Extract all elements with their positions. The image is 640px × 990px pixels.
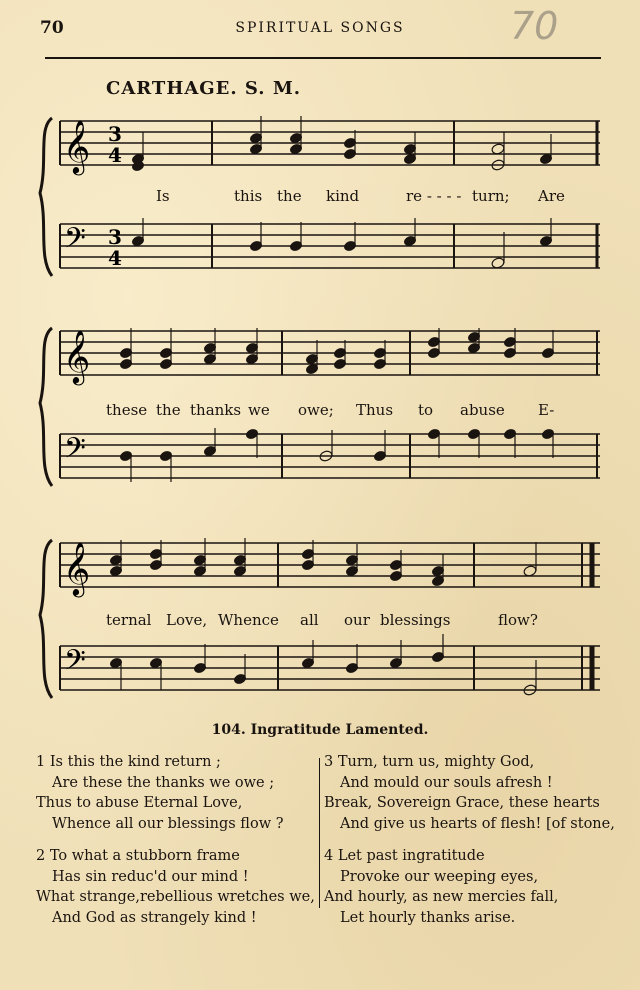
pencil-annotation: 70 <box>510 4 559 48</box>
lyrics-line-1 <box>30 108 615 273</box>
bass-clef-icon: 𝄢 <box>64 222 86 262</box>
verse-line: Let hourly thanks arise. <box>340 909 516 926</box>
lyric-syllable: turn; <box>472 187 510 205</box>
lyric-syllable: all <box>300 611 319 629</box>
lyric-syllable: the <box>277 187 302 205</box>
lyric-syllable: Love, <box>166 611 208 629</box>
header-rule <box>45 57 601 59</box>
stanza-2 <box>36 846 321 928</box>
hymn-verses <box>36 752 615 932</box>
lyric-syllable: owe; <box>298 401 334 419</box>
music-system-3 <box>30 530 615 695</box>
bass-clef-icon: 𝄢 <box>64 432 86 472</box>
tune-title: CARTHAGE. S. M. <box>106 78 302 99</box>
treble-clef-icon: 𝄞 <box>63 119 91 173</box>
lyric-syllable: Is <box>156 187 170 205</box>
verse-line: 3 Turn, turn us, mighty God, <box>324 754 535 770</box>
verse-line: Provoke our weeping eyes, <box>340 868 539 885</box>
verse-line: 1 Is this the kind return ; <box>36 754 221 770</box>
lyric-syllable: these <box>106 401 148 419</box>
verse-line: What strange,rebellious wretches we, <box>36 889 315 905</box>
verse-line: Has sin reduc'd our mind ! <box>52 868 249 885</box>
stanza-3 <box>324 752 615 834</box>
lyric-syllable: flow? <box>498 611 538 629</box>
svg-text:3: 3 <box>108 225 122 249</box>
lyric-syllable: to <box>418 401 434 419</box>
verses-left-column <box>36 752 321 940</box>
svg-text:4: 4 <box>108 246 122 270</box>
treble-clef-icon: 𝄞 <box>63 329 91 383</box>
page-header <box>40 4 600 48</box>
lyric-syllable: E- <box>538 401 555 419</box>
verse-line: Break, Sovereign Grace, these hearts <box>324 795 600 811</box>
running-title: SPIRITUAL SONGS <box>235 20 405 36</box>
lyric-syllable: Are <box>538 187 565 205</box>
verse-line: Are these the thanks we owe ; <box>52 774 275 791</box>
music-system-2 <box>30 318 615 483</box>
verse-line: And mould our souls afresh ! <box>340 774 553 791</box>
verse-line: And God as strangely kind ! <box>52 909 257 926</box>
treble-clef-icon: 𝄞 <box>63 541 91 595</box>
lyric-syllable: this <box>234 187 263 205</box>
music-system-1 <box>30 108 615 273</box>
lyric-syllable: thanks <box>190 401 242 419</box>
verse-line: Whence all our blessings flow ? <box>52 815 284 832</box>
lyric-syllable: abuse <box>460 401 505 419</box>
stanza-4 <box>324 846 609 928</box>
lyric-syllable: kind <box>326 187 360 205</box>
lyric-syllable: we <box>248 401 270 419</box>
svg-text:4: 4 <box>108 143 122 167</box>
lyric-syllable: Thus <box>356 401 394 419</box>
stanza-1 <box>36 752 321 834</box>
verse-line: 2 To what a stubborn frame <box>36 848 240 864</box>
page-number: 70 <box>40 18 64 38</box>
hymn-heading: 104. Ingratitude Lamented. <box>211 722 429 738</box>
verses-right-column <box>324 752 615 940</box>
lyric-syllable: the <box>156 401 181 419</box>
bass-clef-icon: 𝄢 <box>64 644 86 684</box>
verse-line: Thus to abuse Eternal Love, <box>36 795 243 811</box>
lyric-syllable: our <box>344 611 370 629</box>
lyric-syllable: blessings <box>380 611 451 629</box>
verse-line: 4 Let past ingratitude <box>324 848 485 864</box>
lyric-syllable: ternal <box>106 611 152 629</box>
lyric-syllable: re - - - - <box>406 187 462 205</box>
lyrics-line-3 <box>30 530 615 695</box>
lyric-syllable: Whence <box>218 611 279 629</box>
svg-text:3: 3 <box>108 122 122 146</box>
verse-line: And hourly, as new mercies fall, <box>324 889 559 905</box>
verse-line: And give us hearts of flesh! [of stone, <box>340 815 615 832</box>
lyrics-line-2 <box>30 318 615 483</box>
